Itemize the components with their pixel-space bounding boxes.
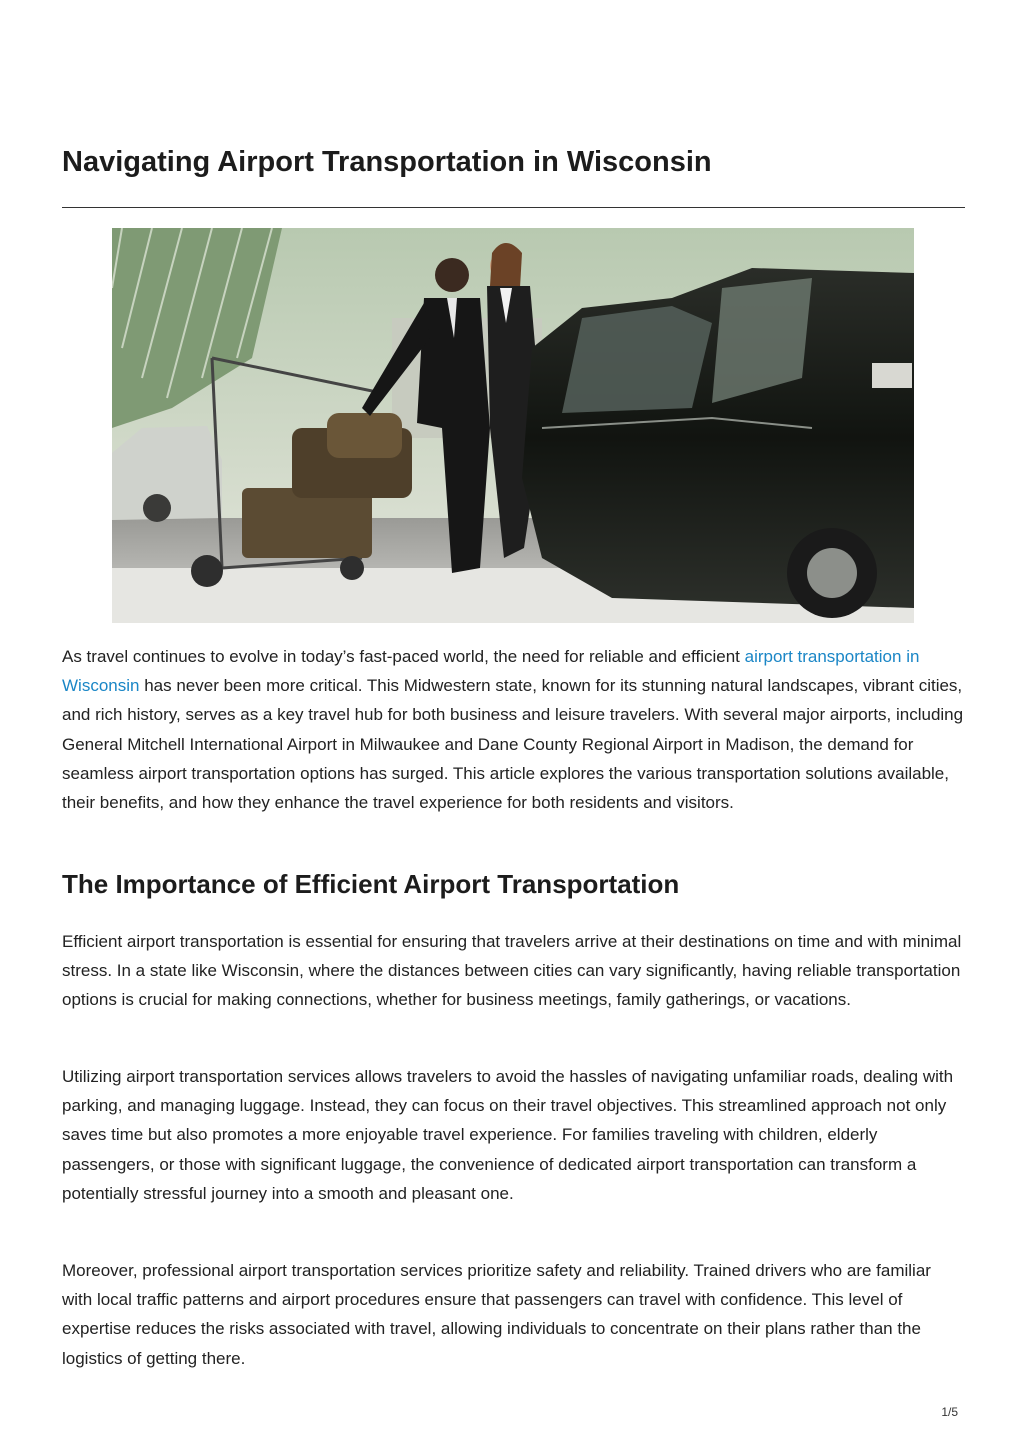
hero-image [112,228,914,623]
body-paragraph: Utilizing airport transportation services allows travelers to avoid the hassles of navigating unfamiliar roads, dealing with parking, and managing luggage. Instead, they can focus on their travel objectives. This streamlined approach not only saves time but also promotes a more enjoyable travel experience. For families traveling with children, elderly passengers, or those with significant luggage, the convenience of dedicated airport transportation can transform a potentially stressful journey into a smooth and pleasant one. [62,1067,954,1203]
airport-transportation-link[interactable]: airport transportation in Wisconsin [62,647,920,696]
intro-text-before-link: As travel continues to evolve in today’s fast-paced world, the need for reliable and efficient [62,647,745,666]
chauffeur-car-photo [112,228,914,623]
body-paragraph: Efficient airport transportation is essential for ensuring that travelers arrive at their destinations on time and with minimal stress. In a state like Wisconsin, where the distances between cities can vary significantly, having reliable transportation options is crucial for making connections, whether for business meetings, family gatherings, or vacations. [62,932,962,1010]
intro-text-after-link: has never been more critical. This Midwestern state, known for its stunning natural landscapes, vibrant cities, and rich history, serves as a key travel hub for both business and leisure travelers. With several major airports, including General Mitchell International Airport in Milwaukee and Dane County Regional Airport in Madison, the demand for seamless airport transportation options has surged. This article explores the various transportation solutions available, their benefits, and how they enhance the travel experience for both residents and visitors. [62,676,964,813]
section-heading: The Importance of Efficient Airport Transportation [62,869,680,899]
intro-paragraph [62,642,965,817]
title-divider [62,207,965,208]
page-number: 1/5 [941,1405,958,1419]
page-title: Navigating Airport Transportation in Wisconsin [62,146,712,178]
body-paragraph: Moreover, professional airport transportation services prioritize safety and reliability. Trained drivers who are familiar with local traffic patterns and airport procedures ensure that passengers can travel with confidence. This level of expertise reduces the risks associated with travel, allowing individuals to concentrate on their plans rather than the logistics of getting there. [62,1261,931,1368]
